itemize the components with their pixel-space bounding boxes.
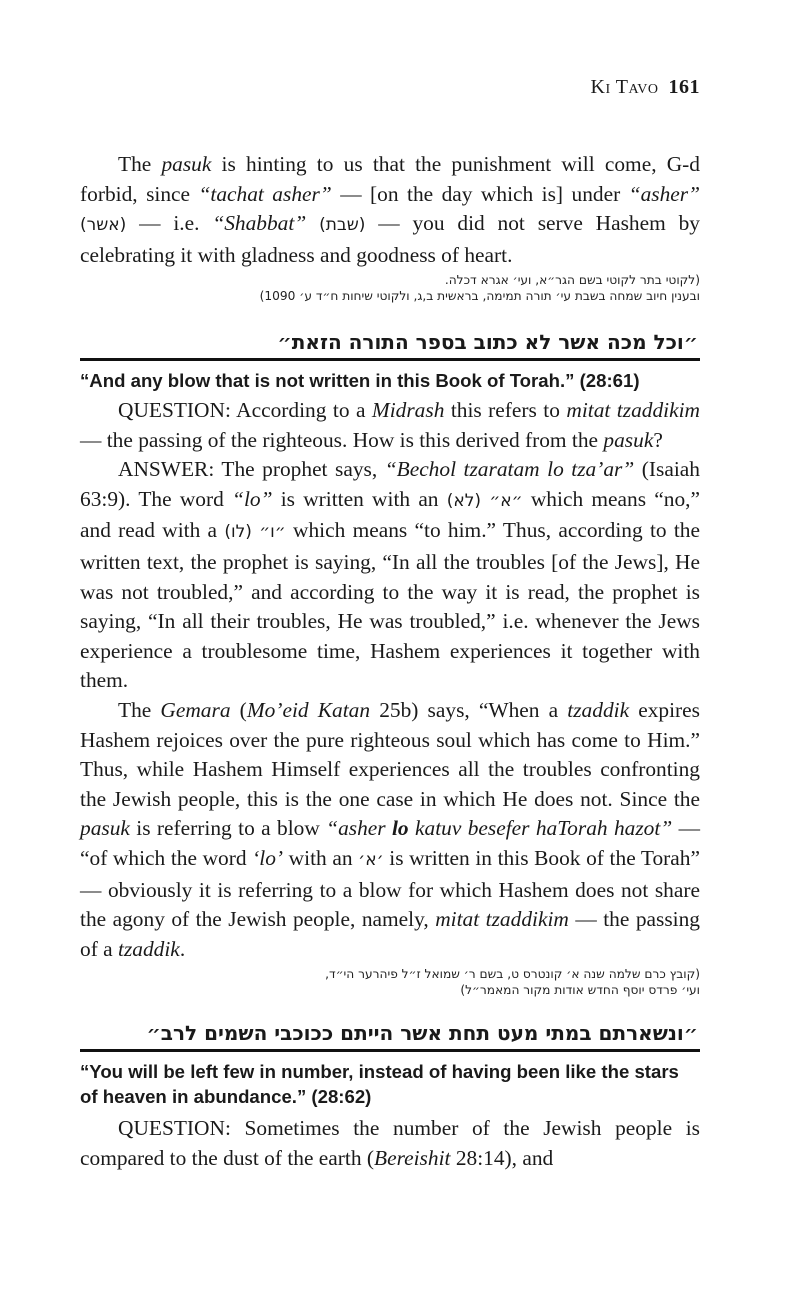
paragraph-gemara: The Gemara (Mo’eid Katan 25b) says, “When a tzaddik expires Hashem rejoices over the pure righteous soul which has come to Him.” Thus, while Hashem Himself experiences all the troubles confronting the Jewish people, this is the one case in which He does not. Since the pasuk is referring to a blow “asher lo katuv besefer haTorah hazot” — “of which the word ‘lo’ with an ׳א׳ is written in this Book of the Torah” — obviously it is referring to a blow for which Hashem does not share the agony of the Jewish people, namely, mitat tzaddikim — the passing of a tzaddik. <box>80 697 701 961</box>
section-heading-hebrew: ״וכל מכה אשר לא כתוב בספר התורה הזאת״ <box>277 330 698 354</box>
book-page <box>80 0 700 1300</box>
source-citation-line: ועי׳ פרדס יוסף החדש אודות מקור המאמר״ל) <box>460 983 700 998</box>
section-heading-english: “And any blow that is not written in this Book of Torah.” (28:61) <box>80 370 640 391</box>
paragraph-question: QUESTION: Sometimes the number of the Jewish people is compared to the dust of the earth (Bereishit 28:14), and <box>80 1116 700 1170</box>
section-2 <box>80 330 700 998</box>
section-1 <box>80 150 700 304</box>
paragraph-answer: ANSWER: The prophet says, “Bechol tzaratam lo tza’ar” (Isaiah 63:9). The word “lo” is written with an ״א״ (לא) which means “no,” and read with a ״ו״ (לו) which means “to him.” Thus, according to the written text, the prophet is saying, “In all the troubles [of the Jews], He was not troubled,” and according to the way it is read, the prophet is saying, “In all their troubles, He was troubled,” i.e. whenever the Jews experience a troublesome time, Hashem experiences it together with them. <box>80 457 700 693</box>
source-citation-line: (לקוטי בתר לקוטי בשם הגר״א, ועי׳ אגרא דכלה. <box>444 273 700 288</box>
hebrew-word: ״א״ (לא) <box>446 490 523 511</box>
hebrew-word: ״ו״ (לו) <box>224 522 286 543</box>
section-3 <box>80 1021 700 1173</box>
paragraph-question: QUESTION: According to a Midrash this refers to mitat tzaddikim — the passing of the righteous. How is this derived from the pasuk? <box>80 398 700 452</box>
page-number: 161 <box>668 76 700 98</box>
running-head-title: Ki Tavo <box>590 76 659 98</box>
section-heading-hebrew: ״ונשארתם במתי מעט תחת אשר הייתם ככוכבי השמים לרב״ <box>146 1021 698 1045</box>
source-citation-line: (קובץ כרם שלמה שנה א׳ קונטרס ט, בשם ר׳ שמואל ז״ל פיהרער הי״ד, <box>325 967 700 982</box>
hebrew-word: (אשר) <box>80 215 127 236</box>
heading-rule <box>80 1049 700 1052</box>
hebrew-word: ׳א׳ <box>358 849 384 870</box>
hebrew-word: (שבת) <box>319 215 366 236</box>
section-heading-english: “You will be left few in number, instead of having been like the stars of heaven in abundance.” (28:62) <box>80 1061 679 1107</box>
paragraph-punishment: The pasuk is hinting to us that the punishment will come, G-d forbid, since “tachat asher” — [on the day which is] under “asher” (אשר) — i.e. “Shabbat” (שבת) — you did not serve Hashem by celebrating it with gladness and goodness of heart. <box>80 152 700 267</box>
heading-rule <box>80 358 700 361</box>
source-citation-line: ובענין חיוב שמחה בשבת עי׳ תורה תמימה, בראשית ב,ג, ולקוטי שיחות ח״ד ע׳ 1090) <box>259 289 700 304</box>
running-head <box>591 76 701 99</box>
